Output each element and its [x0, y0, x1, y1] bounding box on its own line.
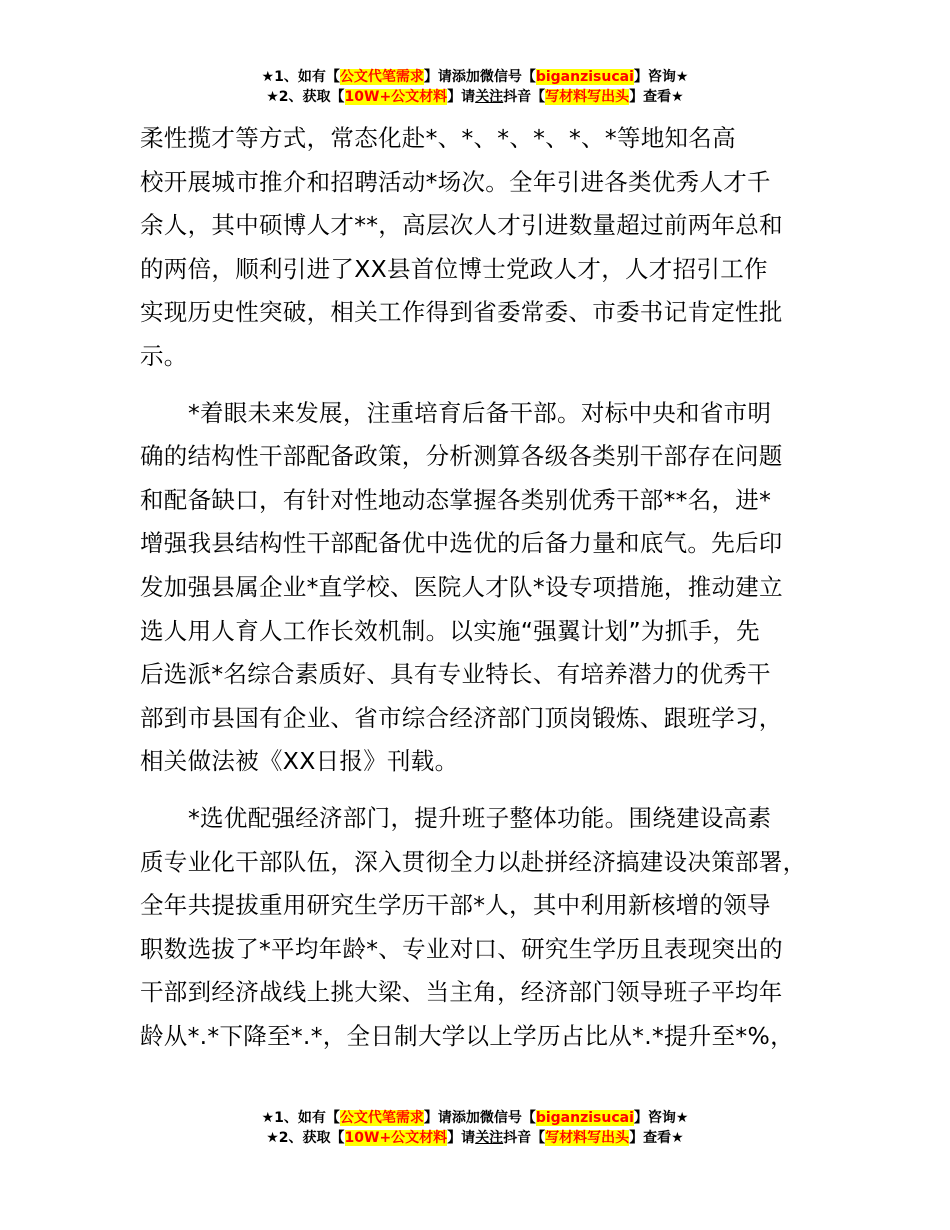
banner-highlight: biganzisucai [535, 69, 634, 85]
banner-highlight: 写材料写出头 [545, 1130, 630, 1146]
paragraph-2 [140, 392, 816, 784]
banner-text: ★2、获取【 [266, 1130, 345, 1146]
banner-text: 】咨询★ [633, 69, 689, 85]
banner-highlight: 10W+公文材料 [344, 89, 448, 105]
banner-text: 】查看★ [629, 1130, 684, 1146]
header-banner-line-2 [0, 87, 950, 107]
banner-underlined: 关注 [475, 1130, 504, 1146]
text-line: 实现历史性突破，相关工作得到省委常委、市委书记肯定性批 [140, 298, 783, 327]
paragraph-1 [140, 117, 816, 379]
text-line: 选人用人育人工作长效机制。以实施“强翼计划”为抓手，先 [140, 616, 760, 645]
banner-text: 抖音【 [503, 89, 546, 105]
header-banner-line-1 [0, 67, 950, 87]
paragraph-3 [140, 797, 816, 1059]
text-line: 柔性揽才等方式，常态化赴*、*、*、*、*、*等地知名高 [140, 124, 736, 152]
banner-text: 】请添加微信号【 [423, 1110, 536, 1126]
banner-highlight: 公文代笔需求 [339, 1110, 424, 1126]
text-line: 确的结构性干部配备政策，分析测算各级各类别干部存在问题 [140, 442, 783, 471]
text-line: 干部到经济战线上挑大梁、当主角，经济部门领导班子平均年 [140, 978, 783, 1007]
footer-banner-line-2 [0, 1128, 950, 1148]
text-line: 全年共提拔重用研究生学历干部*人，其中利用新核增的领导 [140, 891, 771, 920]
text-line: 示。 [140, 341, 188, 370]
text-line: 后选派*名综合素质好、具有专业特长、有培养潜力的优秀干 [140, 660, 771, 689]
document-body [140, 117, 816, 1071]
banner-text: 】查看★ [629, 89, 684, 105]
text-line: *着眼未来发展，注重培育后备干部。对标中央和省市明 [188, 398, 772, 427]
banner-text: 】请 [447, 1130, 476, 1146]
banner-text: 】咨询★ [633, 1110, 689, 1126]
banner-highlight: 写材料写出头 [545, 89, 630, 105]
banner-highlight: 10W+公文材料 [344, 1130, 448, 1146]
text-line: 和配备缺口，有针对性地动态掌握各类别优秀干部**名，进* [140, 485, 772, 514]
text-line: 相关做法被《XX日报》刊载。 [140, 747, 459, 776]
banner-text: ★1、如有【 [261, 69, 340, 85]
banner-text: 抖音【 [503, 1130, 546, 1146]
text-line: 部到市县国有企业、省市综合经济部门顶岗锻炼、跟班学习， [140, 703, 783, 732]
text-line: 职数选拔了*平均年龄*、专业对口、研究生学历且表现突出的 [140, 934, 783, 963]
text-line: 的两倍，顺利引进了XX县首位博士党政人才，人才招引工作 [140, 254, 768, 283]
banner-underlined: 关注 [475, 89, 504, 105]
banner-text: 】请 [447, 89, 476, 105]
text-line: *选优配强经济部门，提升班子整体功能。围绕建设高素 [188, 803, 772, 832]
banner-text: ★1、如有【 [261, 1110, 340, 1126]
banner-highlight: biganzisucai [535, 1110, 634, 1126]
text-line: 龄从*.*下降至*.*，全日制大学以上学历占比从*.*提升至*%， [140, 1021, 794, 1050]
footer-banner [0, 1108, 950, 1148]
text-line: 校开展城市推介和招聘活动*场次。全年引进各类优秀人才千 [140, 167, 771, 196]
text-line: 发加强县属企业*直学校、医院人才队*设专项措施，推动建立 [140, 572, 783, 601]
text-line: 增强我县结构性干部配备优中选优的后备力量和底气。先后印 [140, 529, 783, 558]
footer-banner-line-1 [0, 1108, 950, 1128]
text-line: 质专业化干部队伍，深入贯彻全力以赴拼经济搞建设决策部署， [140, 847, 807, 876]
banner-highlight: 公文代笔需求 [339, 69, 424, 85]
text-line: 余人，其中硕博人才**，高层次人才引进数量超过前两年总和 [140, 211, 783, 240]
banner-text: ★2、获取【 [266, 89, 345, 105]
banner-text: 】请添加微信号【 [423, 69, 536, 85]
header-banner [0, 67, 950, 107]
